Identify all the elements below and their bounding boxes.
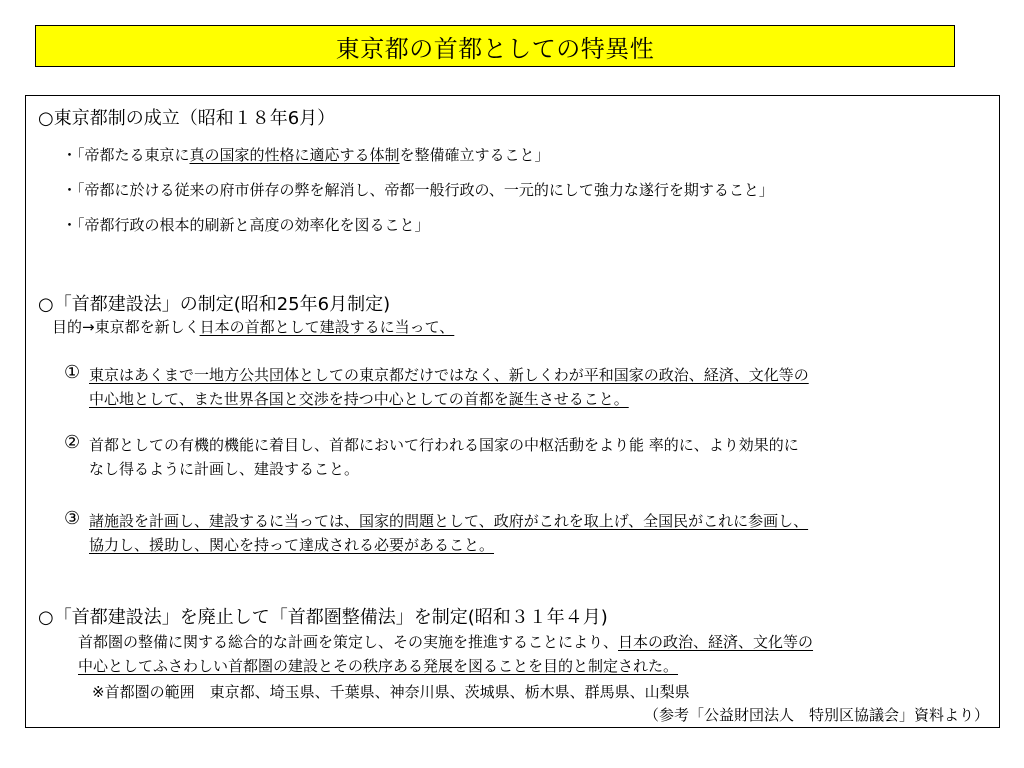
source-note: （参考「公益財団法人 特別区協議会」資料より）	[643, 706, 989, 724]
item-3-number: ③	[64, 508, 81, 529]
section1-bullet-1	[62, 144, 550, 165]
section1-bullet-3: ・「帝都行政の根本的刷新と高度の効率化を図ること」	[62, 216, 430, 234]
bullet-1-prefix: ・「帝都たる東京に	[62, 146, 190, 164]
item-1-number: ①	[64, 362, 81, 383]
content-box	[25, 95, 1000, 728]
page-title: 東京都の首都としての特異性	[35, 25, 955, 67]
section3-line-2: 中心としてふさわしい首都圏の建設とその秩序ある発展を図ることを目的と制定された。	[78, 657, 679, 675]
item-1-line-2: 中心地として、また世界各国と交渉を持つ中心としての首都を誕生させること。	[89, 390, 629, 408]
section3-line-1-underlined: 日本の政治、経済、文化等の	[618, 633, 814, 651]
section3-line-1-plain: 首都圏の整備に関する総合的な計画を策定し、その実施を推進することにより、	[78, 633, 619, 651]
item-3-line-1: 諸施設を計画し、建設するに当っては、国家的問題として、政府がこれを取上げ、全国民がこれに参画し、	[89, 512, 809, 530]
section3-heading: ○「首都建設法」を廃止して「首都圏整備法」を制定(昭和３１年４月)	[38, 607, 608, 628]
capital-region-scope: ※首都圏の範囲 東京都、埼玉県、千葉県、神奈川県、茨城県、栃木県、群馬県、山梨県	[92, 683, 690, 701]
purpose-prefix: 目的→東京都を新しく	[52, 318, 200, 336]
section2-heading: ○「首都建設法」の制定(昭和25年6月制定)	[38, 294, 391, 315]
item-2-line-2: なし得るように計画し、建設すること。	[89, 460, 360, 478]
purpose-underlined: 日本の首都として建設するに当って、	[199, 318, 455, 336]
item-1-line-1: 東京はあくまで一地方公共団体としての東京都だけではなく、新しくわが平和国家の政治、経済、文化等の	[89, 366, 809, 384]
section2-purpose	[52, 316, 454, 337]
section1-heading: ○東京都制の成立（昭和１８年6月）	[38, 108, 336, 129]
section3-line-1	[78, 631, 813, 652]
section1-bullet-2: ・「帝都に於ける従来の府市併存の弊を解消し、帝都一般行政の、一元的にして強力な遂行を期すること」	[62, 181, 774, 199]
item-2-number: ②	[64, 432, 81, 453]
bullet-1-suffix: を整備確立すること」	[399, 146, 550, 164]
item-2-line-1: 首都としての有機的機能に着目し、首都において行われる国家の中枢活動をより能 率的に、より効果的に	[89, 436, 799, 454]
item-3-line-2: 協力し、援助し、関心を持って達成される必要があること。	[89, 536, 495, 554]
bullet-1-underlined: 真の国家的性格に適応する体制	[189, 146, 400, 164]
